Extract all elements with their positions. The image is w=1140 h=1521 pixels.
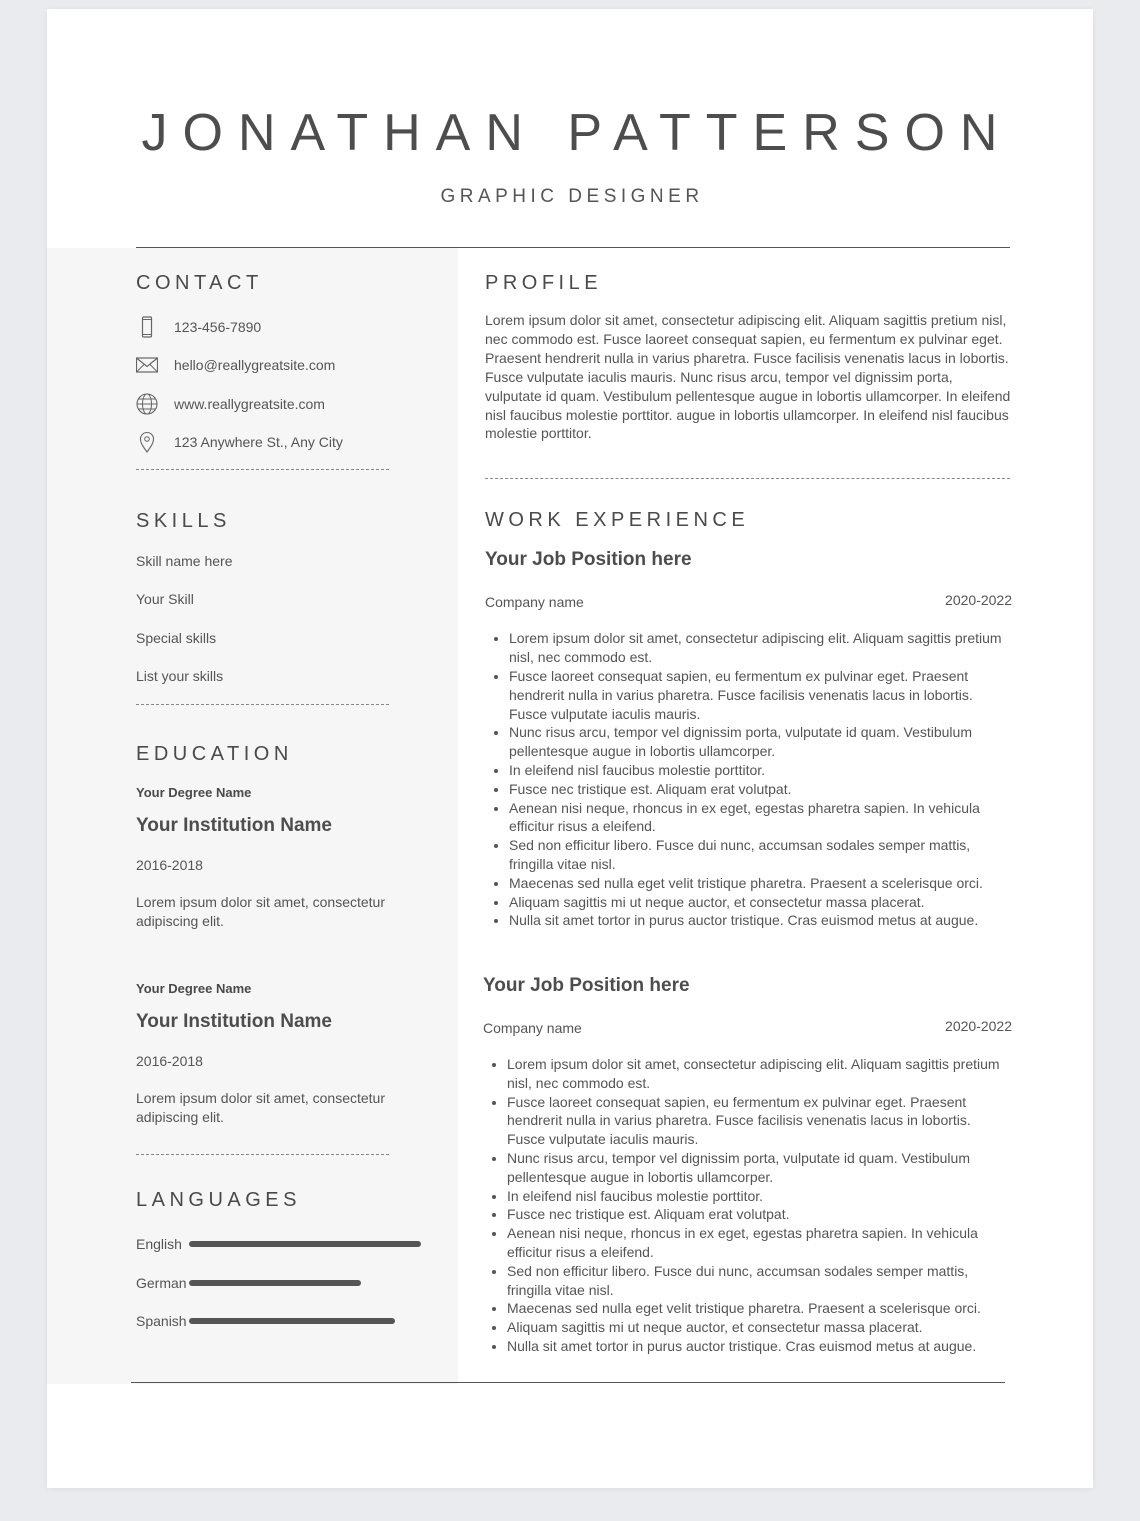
- skill-item: List your skills: [136, 668, 224, 685]
- education-years: 2016-2018: [136, 1053, 203, 1070]
- education-description: Lorem ipsum dolor sit amet, consectetur adipiscing elit.: [136, 1090, 385, 1126]
- institution-name: Your Institution Name: [136, 1011, 332, 1033]
- language-level-fill: [189, 1241, 421, 1247]
- skill-item: Special skills: [136, 629, 217, 646]
- section-divider: [136, 1154, 389, 1155]
- job-position: Your Job Position here: [483, 975, 690, 997]
- job-entry: [483, 974, 1012, 1356]
- language-name: Spanish: [136, 1313, 187, 1330]
- list-item: • Maecenas sed nulla eget velit tristique pharetra. Praesent a scelerisque orci.: [507, 1299, 1012, 1318]
- list-item: • In eleifend nisl faucibus molestie porttitor.: [509, 761, 1012, 780]
- contact-phone: [136, 314, 436, 340]
- language-bar: [189, 1280, 421, 1286]
- language-row: [136, 1310, 436, 1332]
- institution-name: Your Institution Name: [136, 815, 332, 837]
- section-divider: [136, 469, 389, 470]
- language-bar: [189, 1241, 421, 1247]
- language-name: German: [136, 1274, 187, 1291]
- job-dates: 2020-2022: [945, 1018, 1012, 1035]
- list-item: • Nunc risus arcu, tempor vel dignissim porta, vulputate id quam. Vestibulum pellentesque augue in lobortis ullamcorper.: [509, 723, 1012, 761]
- job-bullets: [485, 629, 1012, 930]
- contact-website: [136, 391, 436, 417]
- list-item: • Lorem ipsum dolor sit amet, consectetur adipiscing elit. Aliquam sagittis pretium nisl, nec commodo est.: [507, 1055, 1012, 1093]
- skills-list: [136, 551, 436, 686]
- left-column: [136, 271, 436, 1349]
- contact-heading: CONTACT: [136, 272, 263, 294]
- skills-heading: SKILLS: [136, 509, 231, 532]
- company-name: Company name: [483, 1020, 582, 1037]
- list-item: • Sed non efficitur libero. Fusce dui nunc, accumsan sodales semper mattis, fringilla vitae nisl.: [509, 836, 1012, 874]
- section-divider: [136, 704, 389, 705]
- job-entry: [485, 548, 1012, 930]
- list-item: • Aliquam sagittis mi ut neque auctor, et consectetur massa placerat.: [507, 1318, 1012, 1337]
- phone-text: 123-456-7890: [174, 319, 262, 335]
- job-meta: [485, 592, 1012, 612]
- job-dates: 2020-2022: [945, 592, 1012, 609]
- education-entry: [136, 980, 436, 1127]
- languages-list: [136, 1233, 436, 1332]
- email-text: hello@reallygreatsite.com: [174, 357, 336, 374]
- list-item: • Fusce laoreet consequat sapien, eu fermentum ex pulvinar eget. Praesent hendrerit nulla in varius pharetra. Fusce facilisis venenatis lacus in lobortis. Fusce vulputate iaculis mauris.: [507, 1093, 1012, 1149]
- job-title: GRAPHIC DESIGNER: [440, 186, 704, 207]
- company-name: Company name: [485, 594, 584, 611]
- education-heading: EDUCATION: [136, 743, 293, 766]
- list-item: • Fusce nec tristique est. Aliquam erat volutpat.: [509, 780, 1012, 799]
- list-item: • Nunc risus arcu, tempor vel dignissim porta, vulputate id quam. Vestibulum pellentesque augue in lobortis ullamcorper.: [507, 1149, 1012, 1187]
- degree-name: Your Degree Name: [136, 981, 252, 997]
- profile-text: Lorem ipsum dolor sit amet, consectetur adipiscing elit. Aliquam sagittis pretium nisl, nec commodo est. Fusce laoreet consequat sapien, eu fermentum ex pulvinar eget. Praesent hendrerit nulla in varius pharetra. Fusce facilisis venenatis lacus in lobortis. Fusce vulputate iaculis mauris. Nunc risus arcu, tempor vel dignissim porta, vulputate id quam. Vestibulum pellentesque augue in lobortis ullamcorper. In eleifend nisl faucibus molestie porttitor. augue in lobortis ullamcorper. In eleifend nisl faucibus molestie porttitor.: [485, 312, 1011, 442]
- list-item: • Lorem ipsum dolor sit amet, consectetur adipiscing elit. Aliquam sagittis pretium nisl, nec commodo est.: [509, 629, 1012, 667]
- section-divider: [485, 478, 1010, 479]
- language-name: English: [136, 1236, 182, 1253]
- right-column: [485, 271, 1012, 1356]
- degree-name: Your Degree Name: [136, 785, 252, 801]
- resume-page: [47, 9, 1093, 1488]
- phone-icon: [136, 316, 158, 338]
- list-item: • Aenean nisi neque, rhoncus in ex eget, egestas pharetra sapien. In vehicula efficitur risus a eleifend.: [509, 799, 1012, 837]
- job-meta: [483, 1018, 1012, 1038]
- list-item: • Aliquam sagittis mi ut neque auctor, et consectetur massa placerat.: [509, 893, 1012, 912]
- contact-address: [136, 429, 436, 455]
- list-item: • Aenean nisi neque, rhoncus in ex eget, egestas pharetra sapien. In vehicula efficitur risus a eleifend.: [507, 1224, 1012, 1262]
- footer-divider: [131, 1382, 1005, 1383]
- skill-item: Skill name here: [136, 552, 233, 569]
- list-item: • In eleifend nisl faucibus molestie porttitor.: [507, 1187, 1012, 1206]
- language-level-fill: [189, 1318, 395, 1324]
- skill-item: Your Skill: [136, 591, 194, 608]
- list-item: • Fusce nec tristique est. Aliquam erat volutpat.: [507, 1205, 1012, 1224]
- education-entry: [136, 784, 436, 931]
- languages-heading: LANGUAGES: [136, 1189, 301, 1212]
- language-row: [136, 1233, 436, 1255]
- list-item: • Sed non efficitur libero. Fusce dui nunc, accumsan sodales semper mattis, fringilla vitae nisl.: [507, 1262, 1012, 1300]
- job-position: Your Job Position here: [485, 549, 692, 571]
- language-bar: [189, 1318, 421, 1324]
- address-text: 123 Anywhere St., Any City: [174, 433, 343, 450]
- education-description: Lorem ipsum dolor sit amet, consectetur adipiscing elit.: [136, 894, 385, 930]
- profile-heading: PROFILE: [485, 272, 603, 294]
- list-item: • Nulla sit amet tortor in purus auctor tristique. Cras euismod metus at augue.: [507, 1337, 1012, 1356]
- work-experience-heading: WORK EXPERIENCE: [485, 509, 750, 532]
- language-row: [136, 1272, 436, 1294]
- language-level-fill: [189, 1280, 361, 1286]
- globe-icon: [136, 393, 158, 415]
- list-item: • Maecenas sed nulla eget velit tristique pharetra. Praesent a scelerisque orci.: [509, 874, 1012, 893]
- contact-list: [136, 314, 436, 455]
- education-years: 2016-2018: [136, 857, 203, 874]
- contact-email: [136, 352, 436, 378]
- list-item: • Fusce laoreet consequat sapien, eu fermentum ex pulvinar eget. Praesent hendrerit nulla in varius pharetra. Fusce facilisis venenatis lacus in lobortis. Fusce vulputate iaculis mauris.: [509, 667, 1012, 723]
- header-divider: [136, 247, 1010, 248]
- list-item: • Nulla sit amet tortor in purus auctor tristique. Cras euismod metus at augue.: [509, 911, 1012, 930]
- location-pin-icon: [136, 431, 158, 453]
- envelope-icon: [136, 354, 158, 376]
- job-bullets: [483, 1055, 1012, 1356]
- candidate-name: JONATHAN PATTERSON: [141, 104, 1013, 162]
- website-text: www.reallygreatsite.com: [174, 395, 325, 412]
